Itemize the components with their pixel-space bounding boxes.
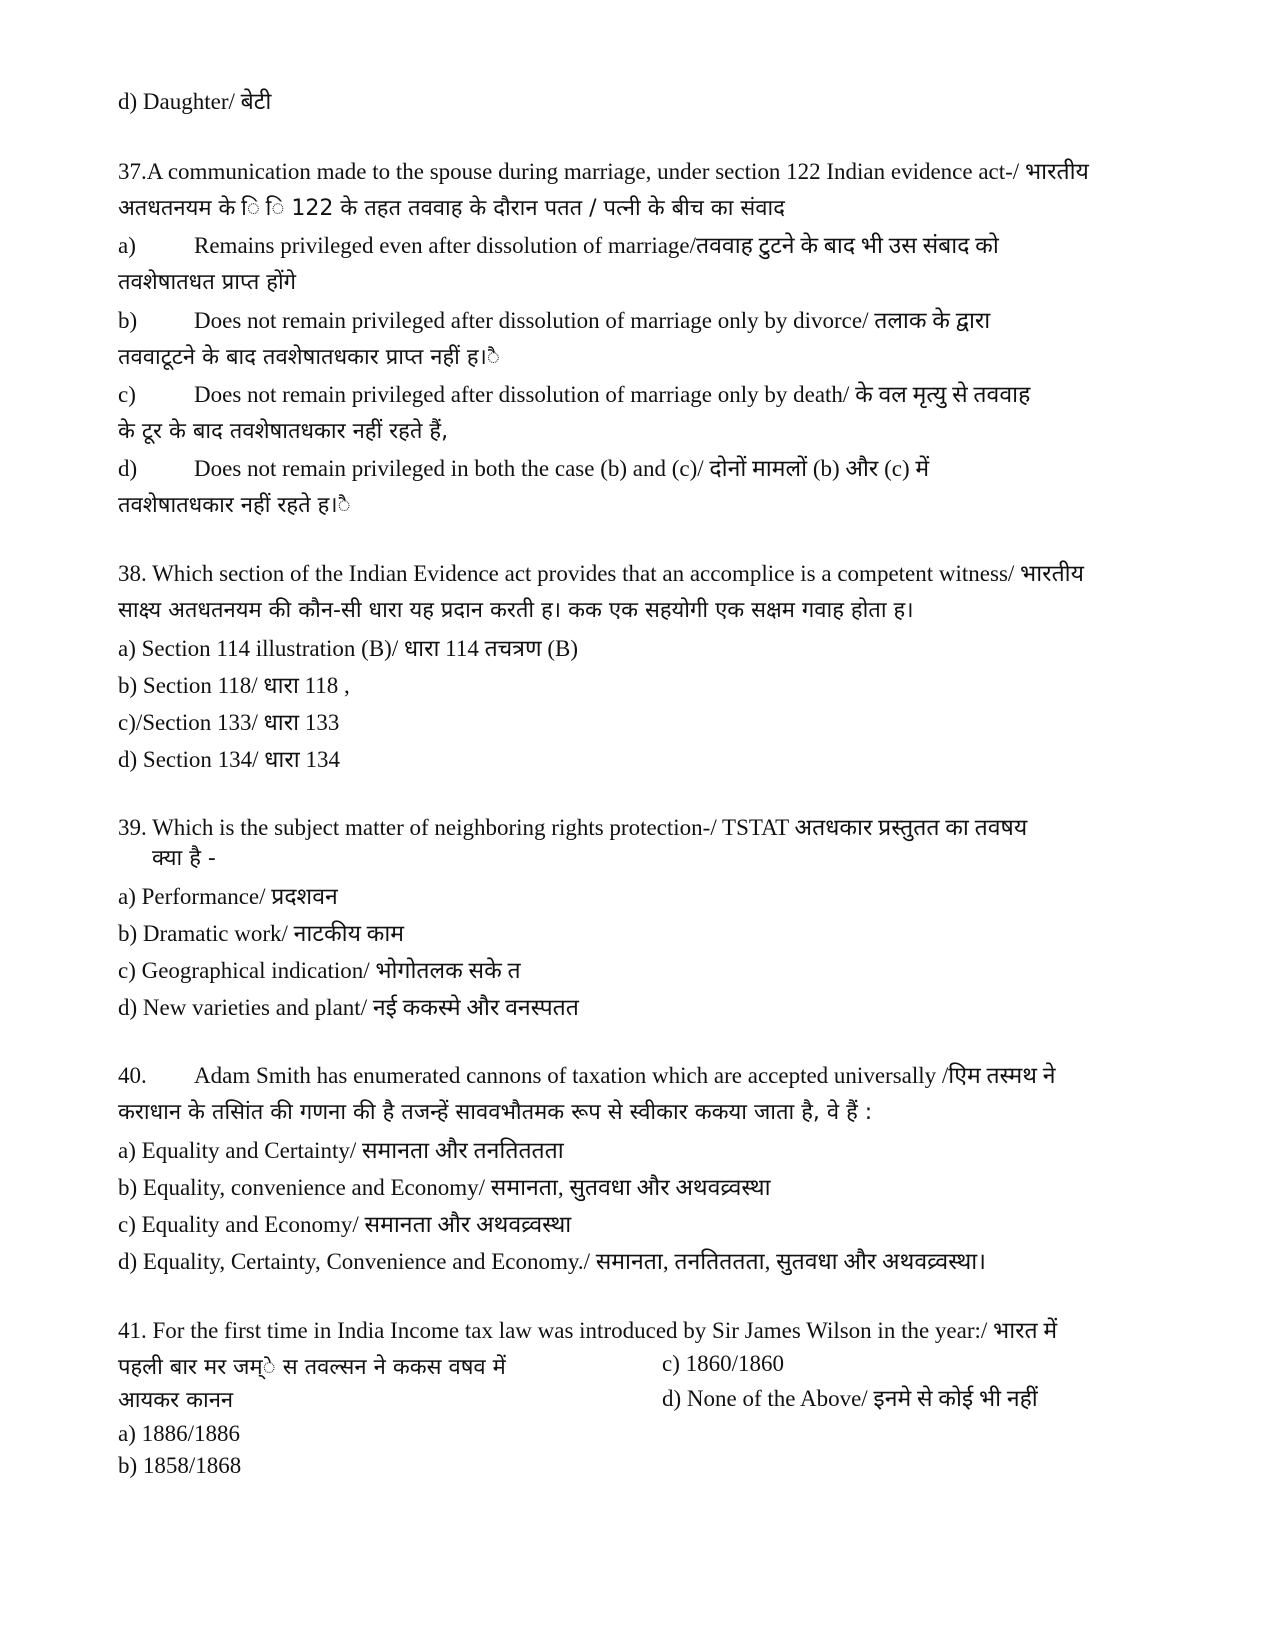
- q37-option-b-label: b): [118, 308, 138, 333]
- q37-option-d-label: d): [118, 456, 138, 481]
- q38-option-b: b) Section 118/ धारा 118 ,: [118, 673, 350, 698]
- q37-option-c-text: Does not remain privileged after dissolution of marriage only by death/ के वल मृत्यु से तववाह: [194, 382, 1031, 407]
- q37-option-a-cont: तवशेषातधत प्राप्त होंगे: [118, 270, 297, 295]
- q37-option-a: [118, 230, 999, 262]
- q41-option-d: d) None of the Above/ इनमे से कोई भी नहीं: [662, 1386, 1038, 1411]
- q40-stem-line1: [118, 1060, 1055, 1092]
- q39-stem-line2: क्या है -: [152, 846, 216, 871]
- q39-option-a: a) Performance/ प्रदशवन: [118, 884, 338, 909]
- q39-option-d: d) New varieties and plant/ नई ककस्मे और वनस्पतत: [118, 995, 579, 1020]
- q37-option-d-cont: तवशेषातधकार नहीं रहते ह।ै: [118, 493, 351, 518]
- q37-option-b-text: Does not remain privileged after dissolution of marriage only by divorce/ तलाक के द्वारा: [194, 308, 991, 333]
- q37-option-c-cont: के टूर के बाद तवशेषातधकार नहीं रहते हैं,: [118, 419, 449, 444]
- q37-stem-line2: अतधतनयम के ि ि 122 के तहत तववाह के दौरान पतत / पत्नी के बीच का संवाद: [118, 196, 785, 221]
- q37-option-b: [118, 305, 990, 337]
- q40-stem-text: Adam Smith has enumerated cannons of taxation which are accepted universally /एिम तस्मथ ने: [194, 1063, 1056, 1088]
- q40-number: 40.: [118, 1063, 147, 1088]
- q40-option-c: c) Equality and Economy/ समानता और अथवव्र्वस्था: [118, 1212, 572, 1237]
- q40-option-d: d) Equality, Certainty, Convenience and Economy./ समानता, तनतिततता, सुतवधा और अथवव्र्वस्था।: [118, 1249, 986, 1274]
- q38-option-d: d) Section 134/ धारा 134: [118, 747, 341, 772]
- q40-option-a: a) Equality and Certainty/ समानता और तनतिततता: [118, 1138, 564, 1163]
- q39-option-c: c) Geographical indication/ भोगोतलक सके त: [118, 958, 521, 983]
- q41-option-c: c) 1860/1860: [662, 1351, 785, 1376]
- q41-option-a: a) 1886/1886: [118, 1421, 241, 1446]
- q38-option-c: c)/Section 133/ धारा 133: [118, 710, 340, 735]
- q39-option-b: b) Dramatic work/ नाटकीय काम: [118, 921, 405, 946]
- q41-stem-line1: 41. For the first time in India Income tax law was introduced by Sir James Wilson in the year:/ भारत में: [118, 1318, 1058, 1343]
- q38-stem-line1: 38. Which section of the Indian Evidence act provides that an accomplice is a competent witness/ भारतीय: [118, 561, 1084, 586]
- q40-option-b: b) Equality, convenience and Economy/ समानता, सुतवधा और अथवव्र्वस्था: [118, 1175, 771, 1200]
- q37-option-c: [118, 379, 1030, 411]
- q38-stem-line2: साक्ष्य अतधतनयम की कौन-सी धारा यह प्रदान करती ह। कक एक सहयोगी एक सक्षम गवाह होता ह।: [118, 598, 914, 623]
- q39-stem-line1: 39. Which is the subject matter of neighboring rights protection-/ TSTAT अतधकार प्रस्तुतत का तवषय: [118, 815, 1028, 840]
- q37-stem-line1: 37.A communication made to the spouse during marriage, under section 122 Indian evidence act-/ भारतीय: [118, 159, 1089, 184]
- prev-option-d: d) Daughter/ बेटी: [118, 89, 272, 114]
- q37-option-c-label: c): [118, 382, 136, 407]
- q38-option-a: a) Section 114 illustration (B)/ धारा 114 तचत्रण (B): [118, 636, 579, 661]
- q37-option-b-cont: तववाटूटने के बाद तवशेषातधकार प्राप्त नहीं ह।ै: [118, 345, 500, 370]
- q40-stem-line2: कराधान के तसिांत की गणना की है तजन्हें साववभौतमक रूप से स्वीकार ककया जाता है, वे हैं :: [118, 1100, 873, 1125]
- q41-option-b: b) 1858/1868: [118, 1453, 242, 1478]
- q37-option-a-text: Remains privileged even after dissolution of marriage/तववाह टुटने के बाद भी उस संबाद को: [194, 233, 999, 258]
- q37-option-d: [118, 453, 929, 485]
- q37-option-a-label: a): [118, 233, 136, 258]
- q37-option-d-text: Does not remain privileged in both the case (b) and (c)/ दोनों मामलों (b) और (c) में: [194, 456, 930, 481]
- q41-stem-line3: आयकर कानन: [118, 1388, 234, 1413]
- q41-stem-line2: पहली बार मर जम्े स तवल्सन ने ककस वषव में: [118, 1355, 506, 1380]
